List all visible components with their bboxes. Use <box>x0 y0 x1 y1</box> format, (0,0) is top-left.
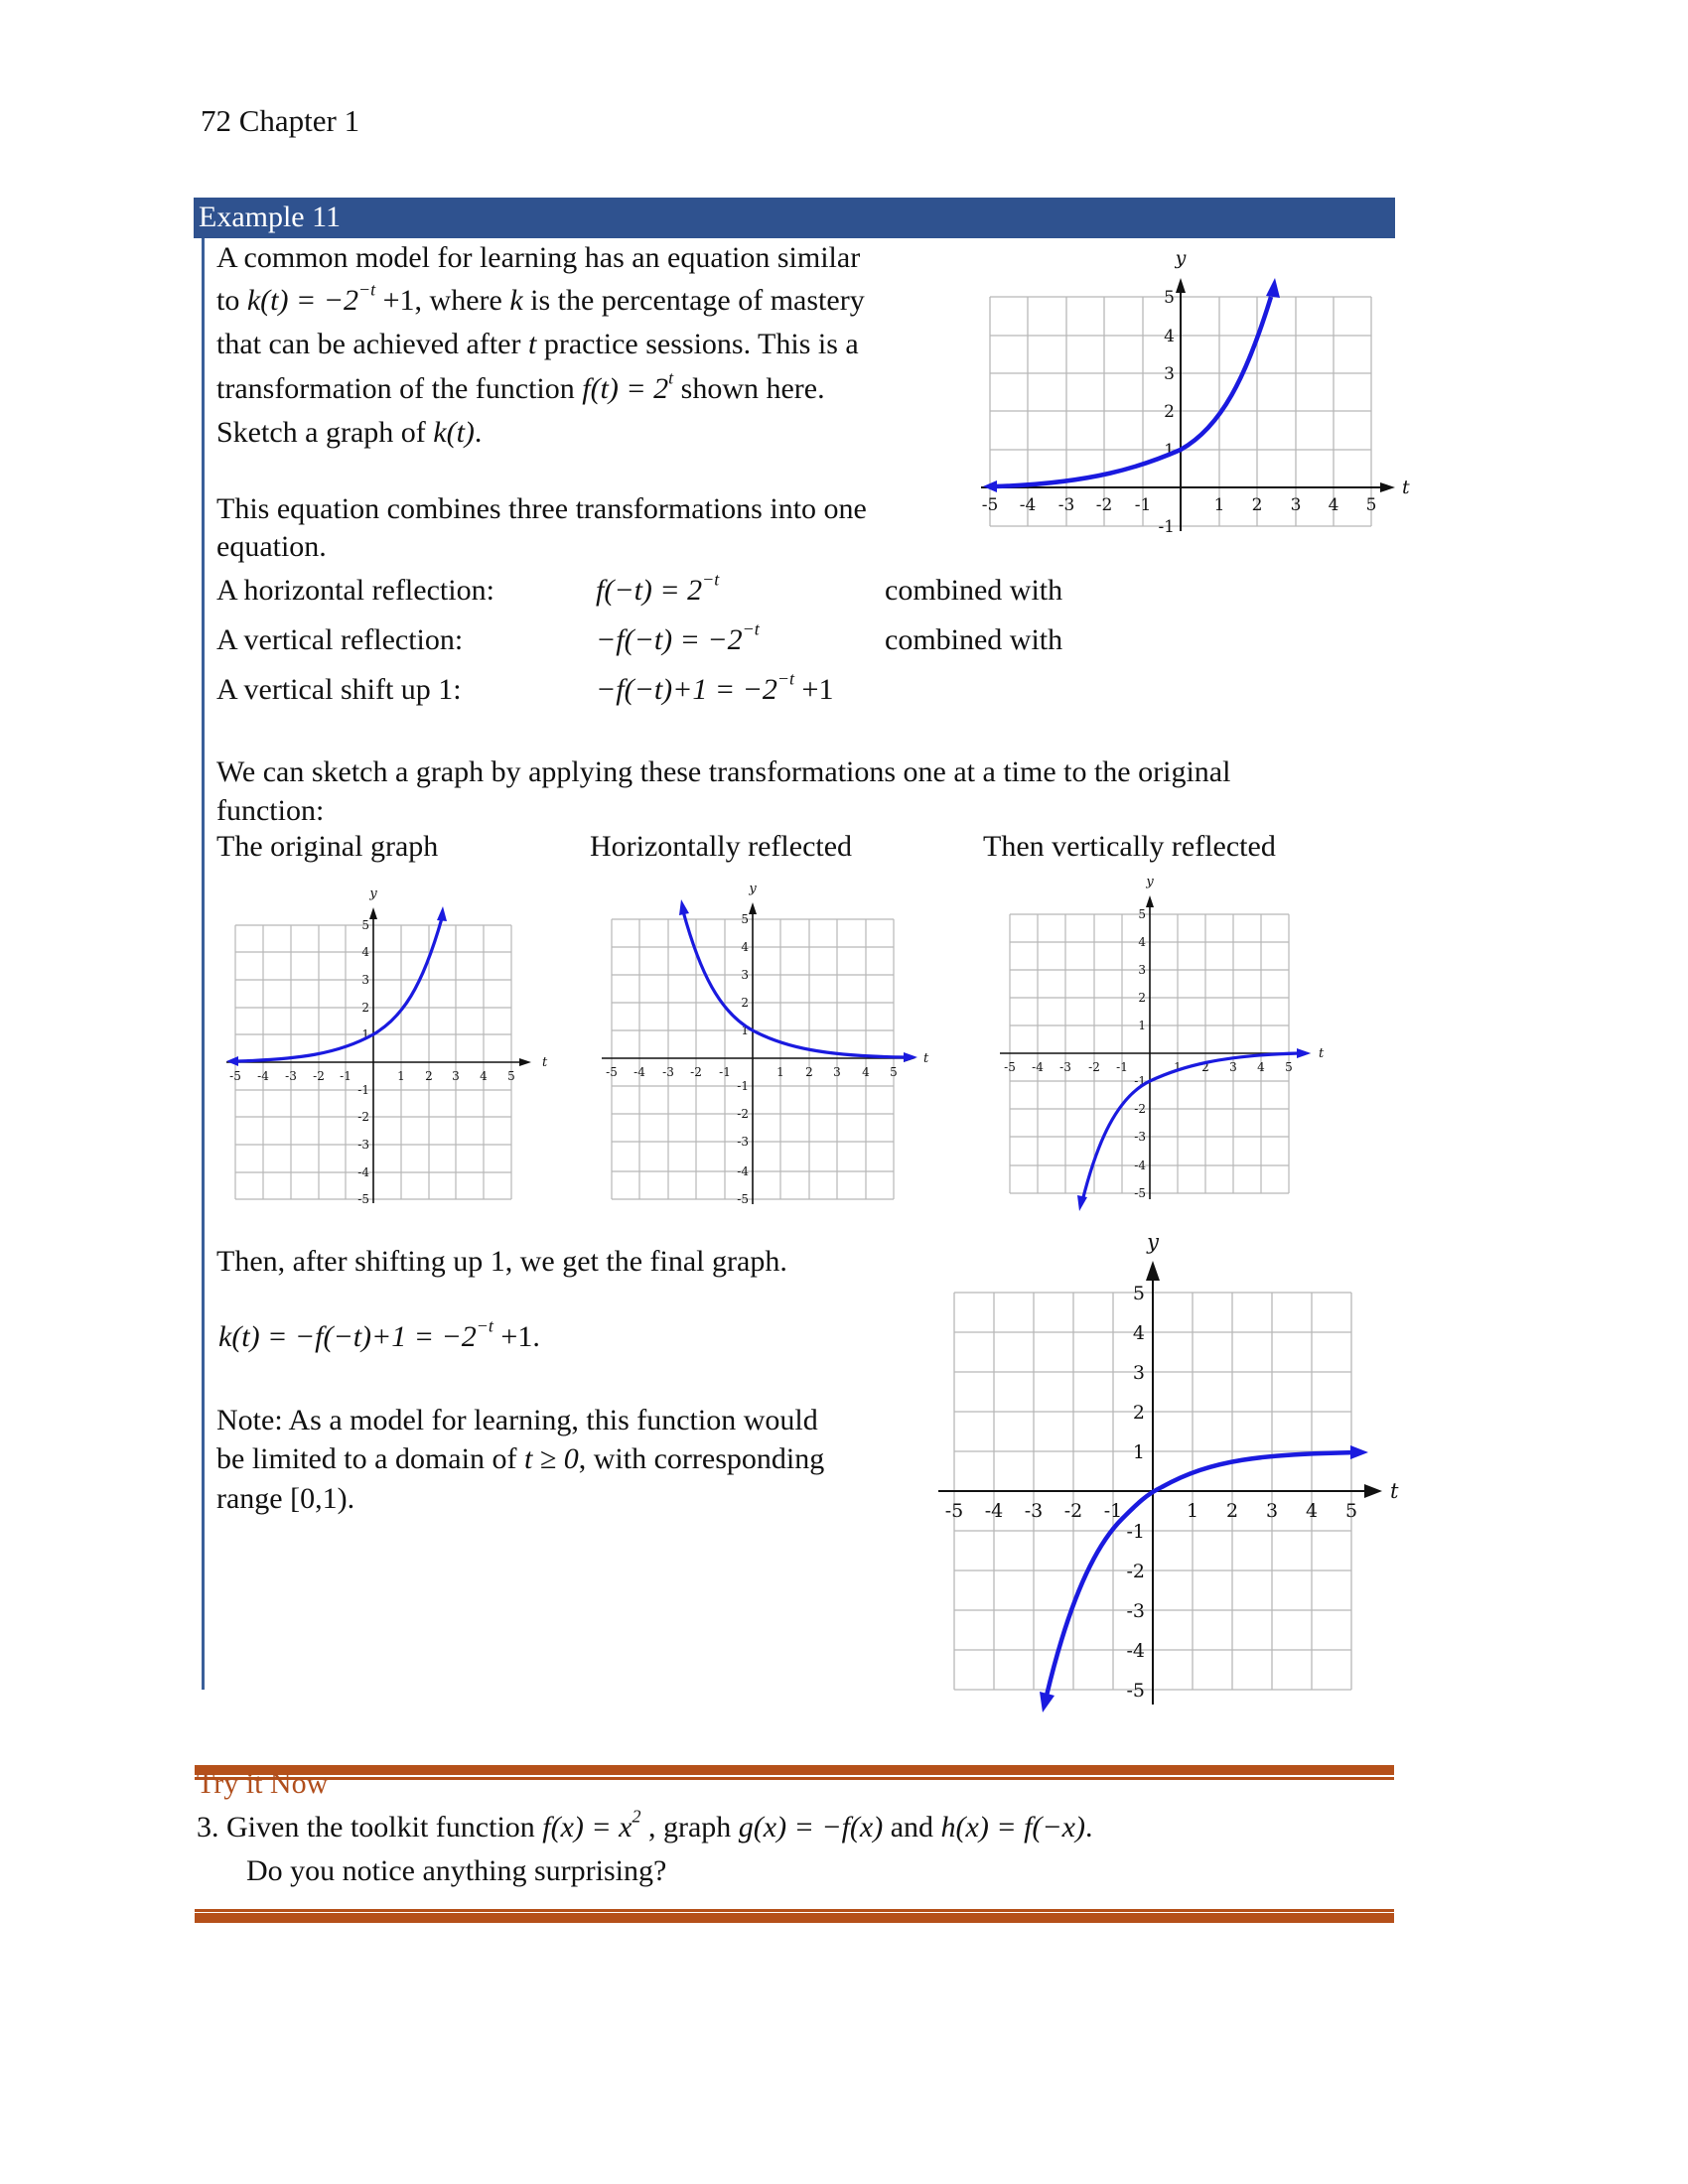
svg-text:-2: -2 <box>737 1107 749 1121</box>
svg-text:1: 1 <box>1164 441 1175 461</box>
graph-final-k <box>923 1221 1400 1717</box>
text: . <box>1084 1811 1093 1843</box>
svg-text:-4: -4 <box>357 1165 369 1179</box>
curve <box>683 911 906 1057</box>
svg-text:4: 4 <box>1257 1060 1265 1074</box>
try-it-now-top-bar <box>195 1765 1394 1775</box>
svg-text:-4: -4 <box>1019 495 1037 515</box>
example-title-bar <box>194 198 1395 238</box>
x-tick-labels <box>982 495 1377 515</box>
h-equation: h(x) = f(−x) <box>940 1811 1085 1843</box>
curve <box>1082 1053 1299 1201</box>
x-axis-label: t <box>1402 477 1410 498</box>
svg-text:2: 2 <box>1132 1402 1145 1424</box>
y-axis-arrow-icon <box>1146 895 1154 907</box>
equation: −f(−t)+1 = −2 <box>596 673 777 706</box>
text: shown here. <box>673 372 825 405</box>
svg-text:-4: -4 <box>633 1065 645 1079</box>
equation-suffix: +1 <box>794 673 834 706</box>
svg-text:-1: -1 <box>1134 495 1152 515</box>
svg-text:4: 4 <box>1305 1500 1319 1522</box>
svg-text:-5: -5 <box>1134 1186 1146 1200</box>
svg-text:3: 3 <box>1265 1500 1279 1522</box>
x-axis-label: t <box>542 1055 548 1070</box>
svg-text:-5: -5 <box>944 1500 964 1522</box>
svg-text:-2: -2 <box>1063 1500 1083 1522</box>
curve-arrow-icon <box>904 1052 917 1062</box>
svg-text:1: 1 <box>361 1027 369 1041</box>
svg-text:3: 3 <box>741 968 749 982</box>
try-it-now-bottom-rule <box>195 1909 1394 1912</box>
axes <box>1000 907 1303 1199</box>
curve-arrow-icon <box>1077 1195 1087 1211</box>
transform-equation-2 <box>596 618 760 656</box>
x-axis-label: t <box>1319 1046 1325 1061</box>
try-it-now-bottom-bar <box>195 1913 1394 1923</box>
svg-text:5: 5 <box>890 1065 898 1079</box>
svg-text:3: 3 <box>1164 364 1175 384</box>
x-tick-labels <box>606 1065 898 1079</box>
svg-text:-3: -3 <box>1024 1500 1044 1522</box>
svg-text:3: 3 <box>452 1069 460 1083</box>
svg-text:4: 4 <box>1132 1322 1145 1344</box>
text: be limited to a domain of <box>216 1442 524 1475</box>
k-equation: k(t) = −2 <box>246 284 358 317</box>
svg-text:-2: -2 <box>1134 1102 1146 1116</box>
svg-text:5: 5 <box>1285 1060 1293 1074</box>
svg-text:5: 5 <box>1138 907 1146 921</box>
sketch-line-1: We can sketch a graph by applying these transformations one at a time to the original <box>216 755 1231 788</box>
svg-text:-1: -1 <box>719 1065 731 1079</box>
exponent: −t <box>476 1315 493 1336</box>
g-equation: g(x) = −f(x) <box>738 1811 884 1843</box>
svg-text:1: 1 <box>1213 495 1225 515</box>
k-of-t: k(t) <box>433 416 475 449</box>
text: and <box>883 1811 941 1843</box>
x-tick-labels <box>945 1500 1357 1522</box>
graph-step-vertical-reflection <box>983 864 1340 1211</box>
exponent: −t <box>776 668 795 689</box>
svg-text:-5: -5 <box>357 1192 369 1206</box>
svg-text:4: 4 <box>741 940 749 954</box>
svg-text:3: 3 <box>361 973 369 987</box>
x-axis-arrow-icon <box>519 1058 531 1066</box>
svg-text:1: 1 <box>741 1024 749 1037</box>
svg-text:-3: -3 <box>357 1138 369 1152</box>
y-axis-arrow-icon <box>1146 1261 1160 1281</box>
transform-label-1: A horizontal reflection: <box>216 574 494 607</box>
svg-text:2: 2 <box>1225 1500 1239 1522</box>
text: , graph <box>640 1811 739 1843</box>
svg-text:5: 5 <box>1132 1283 1145 1304</box>
note-line-1: Note: As a model for learning, this function would <box>216 1404 818 1436</box>
caption-vertical: Then vertically reflected <box>983 830 1276 863</box>
transform-equation-3 <box>596 668 834 706</box>
svg-text:-3: -3 <box>737 1135 749 1149</box>
svg-text:-4: -4 <box>257 1069 269 1083</box>
curve <box>238 918 442 1061</box>
svg-text:-1: -1 <box>1158 517 1175 537</box>
text: . <box>474 416 483 449</box>
text: , with corresponding <box>578 1442 825 1475</box>
svg-text:-4: -4 <box>1126 1640 1145 1662</box>
svg-text:-2: -2 <box>1126 1561 1145 1582</box>
transform-label-3: A vertical shift up 1: <box>216 673 462 706</box>
svg-text:-1: -1 <box>1134 1074 1146 1088</box>
svg-text:-5: -5 <box>737 1192 749 1206</box>
y-axis-label: y <box>1147 1230 1159 1254</box>
svg-text:5: 5 <box>1164 288 1175 308</box>
caption-horizontal: Horizontally reflected <box>590 830 853 863</box>
intro-line-4 <box>216 367 825 405</box>
svg-text:5: 5 <box>361 918 369 932</box>
curve-arrow-icon <box>437 906 447 921</box>
svg-text:1: 1 <box>1132 1441 1145 1463</box>
equation: k(t) = −f(−t)+1 = −2 <box>218 1320 477 1353</box>
combine-line-2: equation. <box>216 530 327 563</box>
try-it-now-top-rule <box>195 1777 1394 1780</box>
graph-original-function <box>953 238 1410 546</box>
equation: −f(−t) = −2 <box>596 623 743 656</box>
svg-text:1: 1 <box>1174 1060 1182 1074</box>
svg-text:2: 2 <box>1251 495 1263 515</box>
svg-text:5: 5 <box>1344 1500 1358 1522</box>
y-axis-arrow-icon <box>369 907 377 919</box>
svg-text:3: 3 <box>833 1065 841 1079</box>
svg-text:1: 1 <box>776 1065 784 1079</box>
x-tick-labels <box>229 1069 515 1083</box>
text: . <box>347 1482 355 1515</box>
curve-arrow-icon <box>1297 1048 1311 1058</box>
svg-text:2: 2 <box>361 1001 369 1015</box>
intro-line-2 <box>216 279 865 317</box>
svg-text:-4: -4 <box>737 1164 749 1178</box>
note-line-2 <box>216 1444 824 1474</box>
svg-text:2: 2 <box>805 1065 813 1079</box>
y-tick-labels <box>1158 288 1175 537</box>
equation: f(−t) = 2 <box>596 574 703 607</box>
svg-text:5: 5 <box>507 1069 515 1083</box>
svg-text:2: 2 <box>1201 1060 1209 1074</box>
svg-text:4: 4 <box>361 945 369 959</box>
x-axis-label: t <box>1390 1479 1399 1503</box>
svg-text:-2: -2 <box>357 1110 369 1124</box>
x-tick-labels <box>1004 1060 1293 1074</box>
svg-text:-2: -2 <box>1095 495 1113 515</box>
svg-text:-2: -2 <box>1088 1060 1100 1074</box>
axes <box>602 913 907 1204</box>
caption-original: The original graph <box>216 830 439 863</box>
svg-text:-4: -4 <box>1134 1159 1146 1172</box>
example-left-rule <box>202 238 205 1690</box>
svg-text:4: 4 <box>1328 495 1339 515</box>
svg-text:3: 3 <box>1290 495 1302 515</box>
svg-text:5: 5 <box>1365 495 1377 515</box>
final-text: Then, after shifting up 1, we get the final graph. <box>216 1245 787 1278</box>
curve-arrow-icon <box>1266 278 1280 298</box>
sketch-line-2: function: <box>216 794 325 827</box>
y-axis-arrow-icon <box>749 902 757 914</box>
svg-text:-3: -3 <box>1134 1130 1146 1144</box>
graph-step-horizontal-reflection <box>586 874 929 1211</box>
svg-text:-5: -5 <box>981 495 999 515</box>
svg-text:3: 3 <box>1132 1362 1145 1384</box>
f-equation: f(x) = x <box>542 1811 633 1843</box>
exponent: −t <box>357 279 376 300</box>
svg-text:-3: -3 <box>662 1065 674 1079</box>
svg-text:-1: -1 <box>737 1079 749 1093</box>
svg-text:-1: -1 <box>1103 1500 1123 1522</box>
text: to <box>216 284 247 317</box>
exponent: 2 <box>632 1806 641 1827</box>
intro-line-3 <box>216 330 859 359</box>
svg-text:2: 2 <box>1164 402 1175 422</box>
transform-note-1: combined with <box>885 574 1063 607</box>
svg-text:-5: -5 <box>1004 1060 1016 1074</box>
text: practice sessions. This is a <box>536 328 859 360</box>
y-axis-label: y <box>749 882 757 896</box>
intro-line-1: A common model for learning has an equation similar <box>216 241 861 274</box>
graph-step-original <box>218 874 556 1206</box>
svg-text:2: 2 <box>425 1069 433 1083</box>
final-equation <box>218 1315 540 1353</box>
combine-line-1: This equation combines three transformations into one <box>216 492 867 525</box>
svg-text:1: 1 <box>1138 1019 1146 1032</box>
y-axis-label: y <box>1146 875 1154 889</box>
svg-text:5: 5 <box>741 912 749 926</box>
svg-text:3: 3 <box>1229 1060 1237 1074</box>
svg-text:-5: -5 <box>606 1065 618 1079</box>
intro-line-5 <box>216 418 482 448</box>
curve-arrow-icon <box>226 1056 238 1066</box>
svg-text:-1: -1 <box>357 1083 369 1097</box>
text: +1, where <box>375 284 510 317</box>
svg-text:-1: -1 <box>1126 1521 1145 1543</box>
svg-text:2: 2 <box>741 996 749 1010</box>
note-line-3 <box>216 1484 354 1514</box>
var-k: k <box>509 284 523 317</box>
x-axis-arrow-icon <box>1380 482 1395 492</box>
exponent: t <box>668 367 674 388</box>
text: transformation of the function <box>216 372 583 405</box>
try-it-now-followup: Do you notice anything surprising? <box>246 1854 667 1887</box>
svg-text:-3: -3 <box>285 1069 297 1083</box>
svg-text:-3: -3 <box>1057 495 1075 515</box>
text: 3. Given the toolkit function <box>197 1811 543 1843</box>
svg-text:-3: -3 <box>1059 1060 1071 1074</box>
transform-label-2: A vertical reflection: <box>216 623 464 656</box>
range: [0,1) <box>290 1482 348 1515</box>
curve <box>995 297 1271 486</box>
curve-arrow-icon <box>1040 1692 1055 1712</box>
curve-arrow-icon <box>679 899 689 915</box>
y-tick-labels <box>737 912 749 1206</box>
transform-note-2: combined with <box>885 623 1063 656</box>
transform-equation-1 <box>596 569 720 607</box>
text: Sketch a graph of <box>216 416 434 449</box>
text: that can be achieved after <box>216 328 528 360</box>
svg-text:-4: -4 <box>1032 1060 1044 1074</box>
var-t: t <box>527 328 537 360</box>
exponent: −t <box>742 618 760 639</box>
y-axis-label: y <box>1175 247 1187 269</box>
exponent: −t <box>702 569 720 590</box>
example-title: Example 11 <box>199 201 342 233</box>
try-it-now-title: Try it Now <box>197 1767 329 1800</box>
svg-text:4: 4 <box>862 1065 870 1079</box>
svg-text:1: 1 <box>397 1069 405 1083</box>
svg-text:-2: -2 <box>690 1065 702 1079</box>
y-axis-label: y <box>369 887 377 901</box>
x-axis-arrow-icon <box>1364 1484 1382 1498</box>
svg-text:-2: -2 <box>313 1069 325 1083</box>
domain: t ≥ 0 <box>523 1442 579 1475</box>
svg-text:-1: -1 <box>1116 1060 1128 1074</box>
y-axis-arrow-icon <box>1176 278 1186 293</box>
try-it-now-question <box>197 1806 1093 1843</box>
equation-suffix: +1. <box>492 1320 540 1353</box>
svg-text:-5: -5 <box>229 1069 241 1083</box>
x-axis-label: t <box>923 1051 929 1066</box>
svg-text:4: 4 <box>1164 327 1175 346</box>
svg-text:2: 2 <box>1138 991 1146 1005</box>
svg-text:4: 4 <box>1138 935 1146 949</box>
svg-text:-3: -3 <box>1126 1600 1145 1622</box>
svg-text:4: 4 <box>480 1069 488 1083</box>
curve-arrow-icon <box>1350 1445 1368 1459</box>
svg-text:1: 1 <box>1186 1500 1199 1522</box>
text: is the percentage of mastery <box>522 284 865 317</box>
svg-text:-1: -1 <box>340 1069 352 1083</box>
f-equation: f(t) = 2 <box>582 372 669 405</box>
svg-text:3: 3 <box>1138 963 1146 977</box>
text: range <box>216 1482 291 1515</box>
svg-text:-5: -5 <box>1126 1680 1145 1702</box>
page-header: 72 Chapter 1 <box>201 103 360 138</box>
svg-text:-4: -4 <box>984 1500 1004 1522</box>
